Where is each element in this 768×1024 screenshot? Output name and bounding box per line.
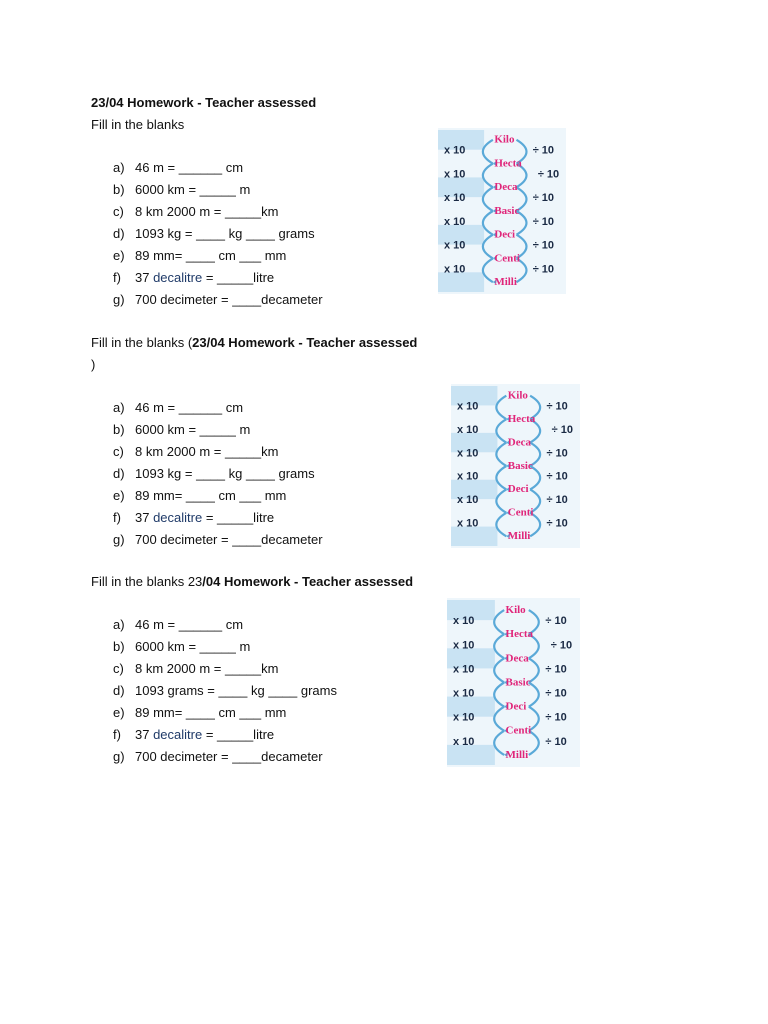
multiply-label: x 10 [457,517,479,530]
question-label: d) [113,226,125,241]
unit-label: Milli [507,530,531,543]
question-text: 46 m = ______ cm [135,400,244,415]
unit-label: Deca [507,436,531,449]
question-label: b) [113,639,125,654]
unit-chart-svg [447,598,580,767]
multiply-label: x 10 [453,615,475,628]
question-item [113,246,286,266]
unit-chart-svg [451,384,580,548]
question-label: c) [113,204,124,219]
unit-label: Centi [494,252,520,265]
question-item [113,703,286,723]
question-highlight: decalitre [153,727,203,742]
divide-label: ÷ 10 [545,663,567,676]
divide-label: ÷ 10 [551,423,573,436]
unit-label: Deca [505,652,529,665]
section3-title: Fill in the blanks 23/04 Homework - Teacher assessed [91,574,414,589]
question-label: b) [113,422,125,437]
unit-conversion-chart-1 [438,128,566,294]
question-text: 1093 kg = ____ kg ____ grams [135,226,315,241]
unit-label: Deci [505,700,527,713]
question-label: f) [113,510,121,525]
unit-chart-svg [438,128,566,294]
multiply-label: x 10 [444,144,466,157]
question-text: 700 decimeter = ____decameter [135,532,323,547]
question-item [113,464,315,484]
question-label: f) [113,727,121,742]
question-label: d) [113,466,125,481]
question-text-end: = _____litre [202,270,275,285]
unit-label: Hecta [494,157,522,170]
question-label: e) [113,705,125,720]
unit-label: Kilo [494,133,515,146]
divide-label: ÷ 10 [546,470,568,483]
question-item [113,637,250,657]
question-label: e) [113,248,125,263]
multiply-label: x 10 [457,400,479,413]
divide-label: ÷ 10 [545,615,567,628]
question-text: 46 m = ______ cm [135,617,244,632]
question-text: 37 [135,510,154,525]
question-label: e) [113,488,125,503]
question-item [113,290,323,310]
question-text: 8 km 2000 m = _____km [135,204,279,219]
question-item [113,747,323,767]
question-label: a) [113,160,125,175]
question-label: c) [113,661,124,676]
divide-label: ÷ 10 [550,639,573,652]
multiply-label: x 10 [457,494,479,507]
multiply-label: x 10 [453,711,475,724]
question-text: 6000 km = _____ m [135,639,251,654]
unit-label: Milli [494,275,517,288]
question-text: 89 mm= ____ cm ___ mm [135,248,287,263]
divide-label: ÷ 10 [545,735,567,748]
question-text: 1093 kg = ____ kg ____ grams [135,466,315,481]
question-text: 37 [135,727,154,742]
question-item [113,398,243,418]
question-label: d) [113,683,125,698]
question-text: 700 decimeter = ____decameter [135,749,323,764]
question-text-end: = _____litre [202,510,275,525]
unit-label: Kilo [505,603,526,616]
unit-label: Hecta [507,412,536,425]
unit-conversion-chart-3 [447,598,580,767]
unit-label: Hecta [505,628,534,641]
divide-label: ÷ 10 [532,192,555,205]
question-text-end: = _____litre [202,727,275,742]
question-item [113,202,278,222]
question-item [113,224,315,244]
question-item [113,530,323,550]
unit-label: Centi [507,506,534,519]
unit-label: Kilo [507,389,528,402]
divide-label: ÷ 10 [545,711,567,724]
unit-label: Basic [507,459,533,472]
unit-label: Basic [494,204,520,217]
divide-label: ÷ 10 [537,168,560,181]
multiply-label: x 10 [444,263,466,276]
question-text: 89 mm= ____ cm ___ mm [135,705,287,720]
question-text: 46 m = ______ cm [135,160,244,175]
divide-label: ÷ 10 [532,239,555,252]
question-item [113,681,337,701]
divide-label: ÷ 10 [546,447,568,460]
row-band [447,745,495,765]
unit-label: Centi [505,724,532,737]
question-label: f) [113,270,121,285]
question-label: g) [113,532,125,547]
divide-label: ÷ 10 [532,263,555,276]
section1-subtitle: Fill in the blanks [91,117,185,132]
unit-label: Deci [507,483,529,496]
multiply-label: x 10 [457,447,479,460]
question-highlight: decalitre [153,270,203,285]
question-item [113,442,278,462]
question-item [113,615,243,635]
multiply-label: x 10 [453,663,475,676]
question-item [113,420,250,440]
question-text: 8 km 2000 m = _____km [135,661,279,676]
question-item [113,268,274,288]
question-label: a) [113,617,125,632]
question-highlight: decalitre [153,510,203,525]
unit-label: Deci [494,228,516,241]
multiply-label: x 10 [444,192,466,205]
multiply-label: x 10 [453,687,475,700]
question-label: c) [113,444,124,459]
question-item [113,659,278,679]
question-item [113,180,250,200]
unit-label: Basic [505,676,531,689]
question-text: 6000 km = _____ m [135,422,251,437]
question-item [113,508,274,528]
question-item [113,158,243,178]
section1-title: 23/04 Homework - Teacher assessed [91,95,317,110]
divide-label: ÷ 10 [546,494,568,507]
divide-label: ÷ 10 [532,215,555,228]
question-label: g) [113,292,125,307]
question-label: b) [113,182,125,197]
unit-label: Milli [505,748,529,761]
multiply-label: x 10 [444,168,466,181]
section2-title: Fill in the blanks (23/04 Homework - Teacher assessed [91,335,418,350]
divide-label: ÷ 10 [546,517,568,530]
divide-label: ÷ 10 [545,687,567,700]
multiply-label: x 10 [444,215,466,228]
question-text: 6000 km = _____ m [135,182,251,197]
multiply-label: x 10 [453,639,475,652]
unit-conversion-chart-2 [451,384,580,548]
question-text: 89 mm= ____ cm ___ mm [135,488,287,503]
question-text: 700 decimeter = ____decameter [135,292,323,307]
question-label: a) [113,400,125,415]
question-item [113,725,274,745]
unit-label: Deca [494,181,518,194]
question-text: 8 km 2000 m = _____km [135,444,279,459]
multiply-label: x 10 [444,239,466,252]
question-text: 37 [135,270,154,285]
divide-label: ÷ 10 [532,144,555,157]
question-label: g) [113,749,125,764]
multiply-label: x 10 [457,423,479,436]
question-text: 1093 grams = ____ kg ____ grams [135,683,337,698]
question-item [113,486,286,506]
multiply-label: x 10 [453,735,475,748]
divide-label: ÷ 10 [546,400,568,413]
section2-title-line2: ) [91,357,96,372]
multiply-label: x 10 [457,470,479,483]
